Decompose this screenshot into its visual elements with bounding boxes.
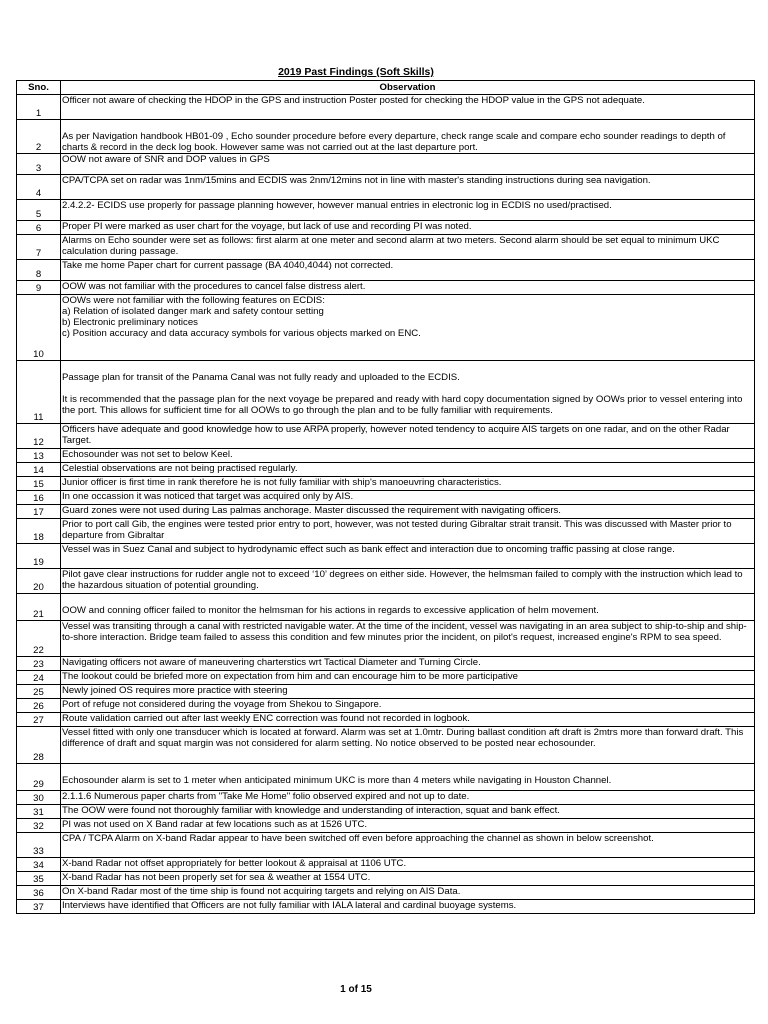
row-sno: 6 bbox=[17, 221, 61, 235]
row-sno: 11 bbox=[17, 361, 61, 424]
row-sno: 24 bbox=[17, 671, 61, 685]
row-sno: 28 bbox=[17, 727, 61, 764]
table-row bbox=[17, 281, 755, 295]
row-sno: 34 bbox=[17, 858, 61, 872]
row-observation: X-band Radar has not been properly set for sea & weather at 1554 UTC. bbox=[61, 872, 755, 886]
row-sno: 10 bbox=[17, 295, 61, 361]
table-row bbox=[17, 175, 755, 200]
table-row bbox=[17, 477, 755, 491]
row-sno: 32 bbox=[17, 819, 61, 833]
row-sno: 2 bbox=[17, 120, 61, 154]
row-sno: 15 bbox=[17, 477, 61, 491]
table-row bbox=[17, 594, 755, 621]
row-sno: 9 bbox=[17, 281, 61, 295]
table-body bbox=[17, 95, 755, 914]
table-row bbox=[17, 671, 755, 685]
row-sno: 4 bbox=[17, 175, 61, 200]
row-observation: Take me home Paper chart for current passage (BA 4040,4044) not corrected. bbox=[61, 260, 755, 281]
row-observation: CPA / TCPA Alarm on X-band Radar appear to have been switched off even before approaching the channel as shown in below screenshot. bbox=[61, 833, 755, 858]
table-row bbox=[17, 519, 755, 544]
row-sno: 26 bbox=[17, 699, 61, 713]
table-row bbox=[17, 221, 755, 235]
table-row bbox=[17, 424, 755, 449]
row-observation: Alarms on Echo sounder were set as follows: first alarm at one meter and second alarm at two meters. Second alarm should be set equal to minimum UKC calculation during passage. bbox=[61, 235, 755, 260]
sno-header: Sno. bbox=[17, 81, 61, 95]
row-observation: Echosounder alarm is set to 1 meter when anticipated minimum UKC is more than 4 meters while navigating in Houston Channel. bbox=[61, 764, 755, 791]
row-sno: 17 bbox=[17, 505, 61, 519]
row-observation: Newly joined OS requires more practice with steering bbox=[61, 685, 755, 699]
row-observation: Celestial observations are not being practised regularly. bbox=[61, 463, 755, 477]
row-sno: 3 bbox=[17, 154, 61, 175]
table-row bbox=[17, 858, 755, 872]
table-row bbox=[17, 621, 755, 657]
row-observation: 2.1.1.6 Numerous paper charts from "Take Me Home" folio observed expired and not up to date. bbox=[61, 791, 755, 805]
table-row bbox=[17, 463, 755, 477]
table-row bbox=[17, 685, 755, 699]
row-observation: Echosounder was not set to below Keel. bbox=[61, 449, 755, 463]
row-observation: 2.4.2.2- ECIDS use properly for passage planning however, however manual entries in electronic log in ECDIS no used/practised. bbox=[61, 200, 755, 221]
table-row bbox=[17, 235, 755, 260]
row-sno: 37 bbox=[17, 900, 61, 914]
table-row bbox=[17, 713, 755, 727]
row-sno: 8 bbox=[17, 260, 61, 281]
row-observation: Guard zones were not used during Las palmas anchorage. Master discussed the requirement with navigating officers. bbox=[61, 505, 755, 519]
row-observation: Officer not aware of checking the HDOP in the GPS and instruction Poster posted for checking the HDOP value in the GPS not adequate. bbox=[61, 95, 755, 120]
row-observation: Junior officer is first time in rank therefore he is not fully familiar with ship's manoeuvring characteristics. bbox=[61, 477, 755, 491]
row-observation: Port of refuge not considered during the voyage from Shekou to Singapore. bbox=[61, 699, 755, 713]
row-observation: Interviews have identified that Officers are not fully familiar with IALA lateral and cardinal buoyage systems. bbox=[61, 900, 755, 914]
table-row bbox=[17, 200, 755, 221]
table-row bbox=[17, 505, 755, 519]
row-sno: 18 bbox=[17, 519, 61, 544]
row-sno: 14 bbox=[17, 463, 61, 477]
row-observation: PI was not used on X Band radar at few locations such as at 1526 UTC. bbox=[61, 819, 755, 833]
table-row bbox=[17, 295, 755, 361]
table-row bbox=[17, 361, 755, 424]
row-observation: Prior to port call Gib, the engines were tested prior entry to port, however, was not tested during Gibraltar strait transit. This was discussed with Master prior to departure from Gibraltar bbox=[61, 519, 755, 544]
row-sno: 31 bbox=[17, 805, 61, 819]
row-observation: Vessel fitted with only one transducer which is located at forward. Alarm was set at 1.0mtr. During ballast condition aft draft is 2mtrs more than forward draft. This difference of draft and squat margin was not considered for alarm setting. No notice observed to be posted near echosounder. bbox=[61, 727, 755, 764]
row-observation: CPA/TCPA set on radar was 1nm/15mins and ECDIS was 2nm/12mins not in line with master's standing instructions during sea navigation. bbox=[61, 175, 755, 200]
table-row bbox=[17, 764, 755, 791]
table-row bbox=[17, 544, 755, 569]
row-sno: 7 bbox=[17, 235, 61, 260]
row-sno: 5 bbox=[17, 200, 61, 221]
row-observation: The lookout could be briefed more on expectation from him and can encourage him to be more participative bbox=[61, 671, 755, 685]
table-row bbox=[17, 95, 755, 120]
row-sno: 23 bbox=[17, 657, 61, 671]
table-row bbox=[17, 657, 755, 671]
page-title: 2019 Past Findings (Soft Skills) bbox=[278, 66, 434, 78]
table-row bbox=[17, 120, 755, 154]
page-total: 15 bbox=[360, 984, 372, 995]
row-sno: 25 bbox=[17, 685, 61, 699]
table-row bbox=[17, 260, 755, 281]
row-observation: Navigating officers not aware of maneuvering charterstics wrt Tactical Diameter and Turning Circle. bbox=[61, 657, 755, 671]
row-observation: OOW and conning officer failed to monitor the helmsman for his actions in regards to excessive application of helm movement. bbox=[61, 594, 755, 621]
row-sno: 22 bbox=[17, 621, 61, 657]
row-observation: As per Navigation handbook HB01-09 , Echo sounder procedure before every departure, check range scale and compare echo sounder readings to depth of charts & record in the deck log book. However same was not carried out at the last departure port. bbox=[61, 120, 755, 154]
table-row bbox=[17, 900, 755, 914]
row-sno: 33 bbox=[17, 833, 61, 858]
row-observation: The OOW were found not thoroughly familiar with knowledge and understanding of interaction, squat and bank effect. bbox=[61, 805, 755, 819]
row-observation: OOWs were not familiar with the following features on ECDIS: a) Relation of isolated danger mark and safety contour setting b) Electronic preliminary notices c) Position accuracy and data accuracy symbols for various objects marked on ENC. bbox=[61, 295, 755, 361]
table-row bbox=[17, 569, 755, 594]
page-number bbox=[0, 984, 712, 995]
row-sno: 13 bbox=[17, 449, 61, 463]
row-observation: Officers have adequate and good knowledge how to use ARPA properly, however noted tendency to acquire AIS targets on one radar, and on the other Radar Target. bbox=[61, 424, 755, 449]
row-sno: 21 bbox=[17, 594, 61, 621]
row-observation: X-band Radar not offset appropriately for better lookout & appraisal at 1106 UTC. bbox=[61, 858, 755, 872]
row-sno: 36 bbox=[17, 886, 61, 900]
row-sno: 20 bbox=[17, 569, 61, 594]
table-row bbox=[17, 727, 755, 764]
table-row bbox=[17, 833, 755, 858]
row-observation: Proper PI were marked as user chart for the voyage, but lack of use and recording PI was noted. bbox=[61, 221, 755, 235]
row-sno: 27 bbox=[17, 713, 61, 727]
observation-header: Observation bbox=[61, 81, 755, 95]
table-row bbox=[17, 886, 755, 900]
row-observation: Passage plan for transit of the Panama Canal was not fully ready and uploaded to the ECDIS. It is recommended that the passage plan for the next voyage be prepared and ready with hard copy documentation signed by OOWs prior to vessel entering into the port. This allows for sufficient time for all OOWs to go through the plan and to be fully familiar with requirements. bbox=[61, 361, 755, 424]
table-header-row bbox=[17, 81, 755, 95]
table-row bbox=[17, 791, 755, 805]
row-sno: 29 bbox=[17, 764, 61, 791]
row-observation: On X-band Radar most of the time ship is found not acquiring targets and relying on AIS Data. bbox=[61, 886, 755, 900]
row-sno: 19 bbox=[17, 544, 61, 569]
page-current: 1 bbox=[340, 984, 346, 995]
table-row bbox=[17, 449, 755, 463]
row-observation: In one occassion it was noticed that target was acquired only by AIS. bbox=[61, 491, 755, 505]
row-observation: OOW not aware of SNR and DOP values in GPS bbox=[61, 154, 755, 175]
row-observation: Route validation carried out after last weekly ENC correction was found not recorded in logbook. bbox=[61, 713, 755, 727]
row-sno: 12 bbox=[17, 424, 61, 449]
row-observation: OOW was not familiar with the procedures to cancel false distress alert. bbox=[61, 281, 755, 295]
table-row bbox=[17, 699, 755, 713]
row-observation: Pilot gave clear instructions for rudder angle not to exceed ‘10’ degrees on either side. However, the helmsman failed to comply with the instruction which lead to the hazardous situation of potential grounding. bbox=[61, 569, 755, 594]
table-row bbox=[17, 805, 755, 819]
row-sno: 35 bbox=[17, 872, 61, 886]
row-sno: 16 bbox=[17, 491, 61, 505]
findings-table bbox=[16, 80, 755, 914]
table-row bbox=[17, 154, 755, 175]
table-row bbox=[17, 819, 755, 833]
row-sno: 1 bbox=[17, 95, 61, 120]
row-sno: 30 bbox=[17, 791, 61, 805]
row-observation: Vessel was transiting through a canal with restricted navigable water. At the time of the incident, vessel was navigating in an area subject to ship-to-ship and ship-to-shore interaction. Bridge team failed to assess this condition and few minutes prior the incident, on pilot's request, increased engine's RPM to sea speed. bbox=[61, 621, 755, 657]
page-of: of bbox=[348, 984, 358, 995]
row-observation: Vessel was in Suez Canal and subject to hydrodynamic effect such as bank effect and interaction due to oncoming traffic passing at close range. bbox=[61, 544, 755, 569]
table-row bbox=[17, 491, 755, 505]
table-row bbox=[17, 872, 755, 886]
